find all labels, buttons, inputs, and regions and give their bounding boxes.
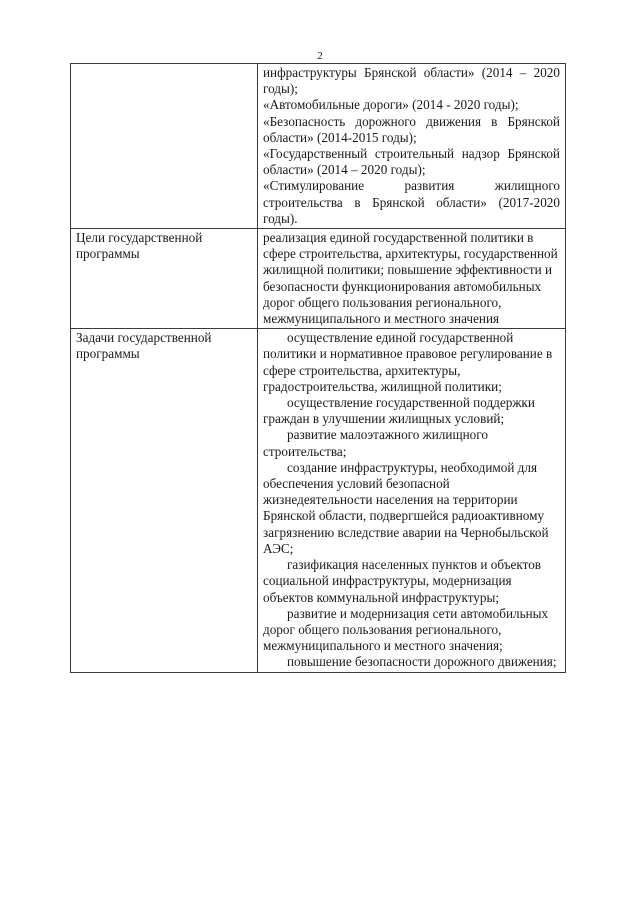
goal-text: реализация единой государственной политики в сфере строительства, архитектуры, государственной жилищной политики; повышение эффективности и безопасности функционирования автомобильных дорог общего пользования регионального, межмуниципального и местного значения [263, 230, 558, 327]
task-item: развитие малоэтажного жилищного строительства; [263, 427, 488, 459]
subprograms-list [258, 64, 566, 229]
row-label-goals: Цели государственной программы [71, 229, 258, 329]
task-item: газификация населенных пунктов и объектов социальной инфраструктуры, модернизация объектов коммунальной инфраструктуры; [263, 557, 542, 605]
program-passport-table [70, 63, 566, 673]
task-item: развитие и модернизация сети автомобильных дорог общего пользования регионального, межмуниципального и местного значения; [263, 605, 549, 654]
subprogram-item: «Стимулирование развития жилищного строительства в Брянской области» (2017-2020 годы). [263, 178, 560, 226]
table-row-subprograms [71, 64, 566, 229]
tasks-list [258, 329, 566, 672]
goals-content [258, 229, 566, 329]
task-item: осуществление единой государственной политики и нормативное правовое регулирование в сфере строительства, архитектуры, градостроительства, жилищной политики; [263, 330, 553, 394]
task-item: создание инфраструктуры, необходимой для обеспечения условий безопасной жизнедеятельности населения на территории Брянской области, подвергшейся радиоактивному загрязнению вследствие аварии на Чернобыльской АЭС; [263, 459, 549, 556]
task-item: осуществление государственной поддержки граждан в улучшении жилищных условий; [263, 395, 535, 427]
row-label-empty [71, 64, 258, 229]
table-row-goals [71, 229, 566, 329]
page-number: 2 [317, 50, 323, 62]
table-row-tasks [71, 329, 566, 672]
subprogram-item: «Государственный строительный надзор Брянской области» (2014 – 2020 годы); [263, 146, 560, 178]
row-label-tasks: Задачи государственной программы [71, 329, 258, 672]
subprogram-item: «Безопасность дорожного движения в Брянской области» (2014-2015 годы); [263, 113, 560, 145]
subprogram-item: инфраструктуры Брянской области» (2014 – 2020 годы); [263, 65, 560, 97]
task-item: повышение безопасности дорожного движения; [287, 654, 557, 670]
subprogram-item: «Автомобильные дороги» (2014 - 2020 годы); [263, 97, 519, 113]
